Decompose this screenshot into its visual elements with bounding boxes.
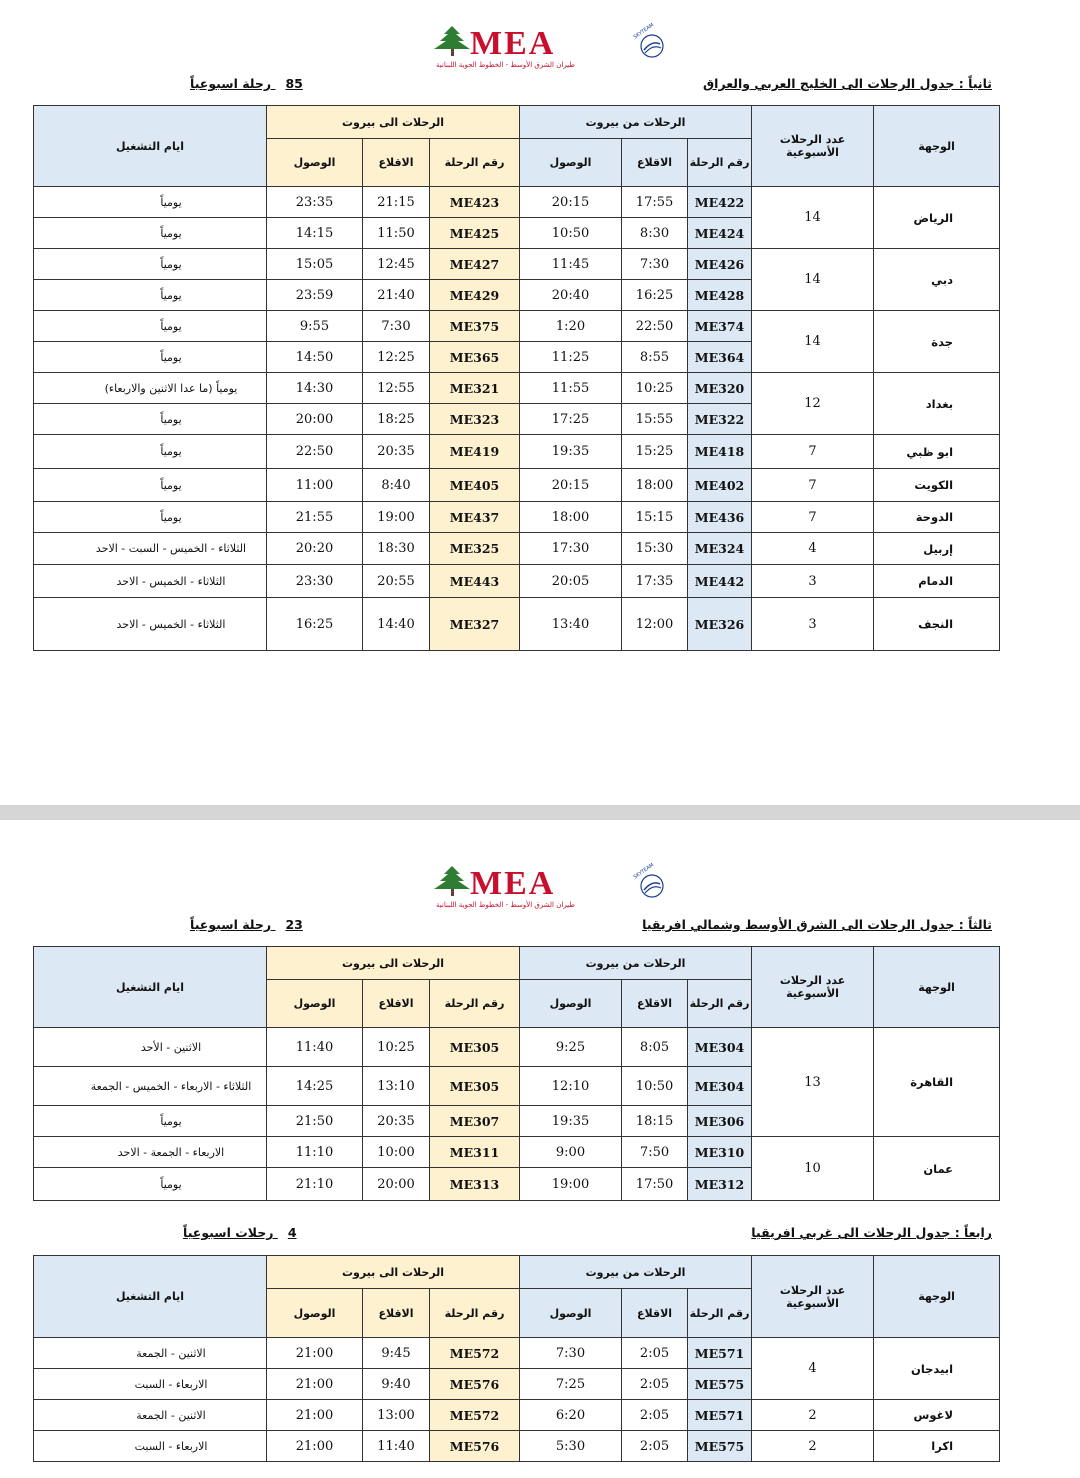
operating-days-text: يومياً	[160, 257, 182, 271]
in-departure: 9:40	[363, 1369, 430, 1400]
operating-days	[34, 1168, 267, 1201]
in-flight-no: ME305	[430, 1028, 520, 1067]
col-in-flight-no: رقم الرحلة	[430, 1289, 520, 1338]
in-arrival: 15:05	[267, 249, 363, 280]
col-out-departure: الاقلاع	[622, 1289, 688, 1338]
out-flight-no: ME571	[688, 1400, 752, 1431]
operating-days	[34, 342, 267, 373]
out-flight-no: ME312	[688, 1168, 752, 1201]
destination-cell: الدمام	[874, 565, 1000, 598]
section2-title: ثانياً : جدول الرحلات الى الخليج العربي والعراق	[702, 76, 992, 91]
cedar-icon	[434, 866, 470, 896]
in-arrival: 21:00	[267, 1338, 363, 1369]
in-departure: 9:45	[363, 1338, 430, 1369]
section3-total-count: 23	[285, 917, 303, 932]
in-departure: 18:25	[363, 404, 430, 435]
section2-total	[190, 76, 303, 91]
weekly-count-cell: 7	[752, 502, 874, 533]
weekly-count-cell: 14	[752, 249, 874, 311]
operating-days	[34, 187, 267, 218]
operating-days	[34, 404, 267, 435]
out-departure: 18:00	[622, 469, 688, 502]
out-flight-no: ME571	[688, 1338, 752, 1369]
out-flight-no: ME428	[688, 280, 752, 311]
out-arrival: 6:20	[520, 1400, 622, 1431]
out-flight-no: ME304	[688, 1067, 752, 1106]
operating-days-text: يومياً	[160, 445, 182, 458]
operating-days	[34, 1400, 267, 1431]
operating-days-text: الاربعاء - الجمعة - الاحد	[117, 1145, 225, 1159]
in-flight-no: ME323	[430, 404, 520, 435]
page-separator	[0, 805, 1080, 820]
out-flight-no: ME436	[688, 502, 752, 533]
col-out-flight-no: رقم الرحلة	[688, 139, 752, 187]
col-out-flight-no: رقم الرحلة	[688, 1289, 752, 1338]
in-arrival: 14:50	[267, 342, 363, 373]
in-flight-no: ME307	[430, 1106, 520, 1137]
out-flight-no: ME364	[688, 342, 752, 373]
in-flight-no: ME427	[430, 249, 520, 280]
in-departure: 18:30	[363, 533, 430, 565]
header-row	[34, 106, 1000, 139]
col-out-arrival: الوصول	[520, 139, 622, 187]
in-flight-no: ME576	[430, 1369, 520, 1400]
destination-cell: القاهرة	[874, 1028, 1000, 1137]
out-departure: 10:25	[622, 373, 688, 404]
table-row	[34, 1137, 1000, 1168]
in-departure: 19:00	[363, 502, 430, 533]
out-arrival: 20:15	[520, 469, 622, 502]
in-flight-no: ME423	[430, 187, 520, 218]
out-arrival: 9:00	[520, 1137, 622, 1168]
out-departure: 2:05	[622, 1369, 688, 1400]
out-departure: 17:35	[622, 565, 688, 598]
section2-total-label: رحلة اسبوعياً	[190, 76, 272, 91]
col-in-departure: الاقلاع	[363, 1289, 430, 1338]
in-arrival: 22:50	[267, 435, 363, 469]
col-group-to-beirut: الرحلات الى بيروت	[267, 947, 520, 980]
out-flight-no: ME424	[688, 218, 752, 249]
operating-days	[34, 280, 267, 311]
in-arrival: 21:10	[267, 1168, 363, 1201]
in-arrival: 14:15	[267, 218, 363, 249]
table-row	[34, 502, 1000, 533]
operating-days	[34, 218, 267, 249]
skyteam-icon	[633, 862, 663, 897]
in-flight-no: ME305	[430, 1067, 520, 1106]
out-departure: 8:55	[622, 342, 688, 373]
in-arrival: 14:25	[267, 1067, 363, 1106]
out-flight-no: ME374	[688, 311, 752, 342]
in-arrival: 21:00	[267, 1431, 363, 1462]
in-departure: 10:00	[363, 1137, 430, 1168]
logo-text: MEA	[470, 25, 556, 62]
destination-cell: ابو ظبي	[874, 435, 1000, 469]
col-group-from-beirut: الرحلات من بيروت	[520, 106, 752, 139]
mea-logo	[430, 862, 670, 912]
section3-table	[33, 946, 1000, 1201]
out-arrival: 11:25	[520, 342, 622, 373]
weekly-count-cell: 7	[752, 469, 874, 502]
operating-days-text: يومياً	[160, 1177, 182, 1191]
weekly-count-cell: 14	[752, 187, 874, 249]
operating-days-text: يومياً	[160, 1114, 182, 1128]
out-arrival: 18:00	[520, 502, 622, 533]
operating-days-text: الثلاثاء - الاربعاء - الخميس - الجمعة	[90, 1079, 252, 1093]
col-in-arrival: الوصول	[267, 980, 363, 1028]
out-arrival: 5:30	[520, 1431, 622, 1462]
in-departure: 12:25	[363, 342, 430, 373]
operating-days	[34, 311, 267, 342]
operating-days-text: يومياً	[160, 510, 182, 524]
out-flight-no: ME306	[688, 1106, 752, 1137]
col-destination: الوجهة	[874, 947, 1000, 1028]
operating-days	[34, 249, 267, 280]
destination-cell: الكويت	[874, 469, 1000, 502]
in-flight-no: ME405	[430, 469, 520, 502]
col-out-departure: الاقلاع	[622, 980, 688, 1028]
col-weekly-count: عدد الرحلات الأسبوعية	[752, 947, 874, 1028]
operating-days-text: يومياً	[160, 226, 182, 240]
table-row	[34, 435, 1000, 469]
table-row	[34, 533, 1000, 565]
operating-days-text: يومياً	[160, 478, 182, 492]
in-departure: 14:40	[363, 598, 430, 651]
weekly-count-cell: 10	[752, 1137, 874, 1201]
out-flight-no: ME326	[688, 598, 752, 651]
out-departure: 2:05	[622, 1431, 688, 1462]
out-arrival: 10:50	[520, 218, 622, 249]
out-departure: 15:15	[622, 502, 688, 533]
in-departure: 11:40	[363, 1431, 430, 1462]
out-arrival: 7:30	[520, 1338, 622, 1369]
destination-cell: بغداد	[874, 373, 1000, 435]
out-arrival: 12:10	[520, 1067, 622, 1106]
col-in-flight-no: رقم الرحلة	[430, 980, 520, 1028]
out-departure: 7:50	[622, 1137, 688, 1168]
in-flight-no: ME321	[430, 373, 520, 404]
table-row	[34, 1400, 1000, 1431]
in-arrival: 14:30	[267, 373, 363, 404]
out-departure: 12:00	[622, 598, 688, 651]
table-row	[34, 565, 1000, 598]
table-row	[34, 469, 1000, 502]
out-departure: 10:50	[622, 1067, 688, 1106]
operating-days-text: الثلاثاء - الخميس - الاحد	[116, 574, 226, 588]
in-flight-no: ME437	[430, 502, 520, 533]
operating-days	[34, 1431, 267, 1462]
col-group-to-beirut: الرحلات الى بيروت	[267, 1256, 520, 1289]
table-row	[34, 249, 1000, 280]
table-row	[34, 1431, 1000, 1462]
in-arrival: 21:55	[267, 502, 363, 533]
out-departure: 8:05	[622, 1028, 688, 1067]
in-flight-no: ME576	[430, 1431, 520, 1462]
svg-text:SKYTEAM: SKYTEAM	[632, 862, 656, 881]
section4-total-label: رحلات اسبوعياً	[183, 1225, 274, 1240]
in-arrival: 23:30	[267, 565, 363, 598]
destination-cell: إربيل	[874, 533, 1000, 565]
header-row	[34, 1256, 1000, 1289]
col-out-flight-no: رقم الرحلة	[688, 980, 752, 1028]
operating-days-text: الاربعاء - السبت	[134, 1377, 208, 1391]
out-arrival: 20:40	[520, 280, 622, 311]
destination-cell: ابيدجان	[874, 1338, 1000, 1400]
out-departure: 15:30	[622, 533, 688, 565]
out-departure: 17:50	[622, 1168, 688, 1201]
mea-logo	[430, 22, 670, 72]
in-departure: 12:55	[363, 373, 430, 404]
operating-days-text: الاثنين - الجمعة	[136, 1408, 206, 1422]
in-flight-no: ME365	[430, 342, 520, 373]
col-days: ايام التشغيل	[34, 947, 267, 1028]
out-arrival: 9:25	[520, 1028, 622, 1067]
operating-days	[34, 598, 267, 651]
destination-cell: عمان	[874, 1137, 1000, 1201]
weekly-count-cell: 3	[752, 565, 874, 598]
col-in-arrival: الوصول	[267, 1289, 363, 1338]
in-arrival: 21:00	[267, 1369, 363, 1400]
table-row	[34, 311, 1000, 342]
in-flight-no: ME572	[430, 1400, 520, 1431]
in-flight-no: ME572	[430, 1338, 520, 1369]
out-flight-no: ME310	[688, 1137, 752, 1168]
weekly-count-cell: 2	[752, 1431, 874, 1462]
out-flight-no: ME402	[688, 469, 752, 502]
document-page-2	[0, 820, 1080, 1478]
destination-cell: دبي	[874, 249, 1000, 311]
table-row	[34, 187, 1000, 218]
operating-days	[34, 1338, 267, 1369]
in-departure: 21:40	[363, 280, 430, 311]
in-flight-no: ME325	[430, 533, 520, 565]
out-arrival: 7:25	[520, 1369, 622, 1400]
in-arrival: 9:55	[267, 311, 363, 342]
operating-days	[34, 469, 267, 502]
out-flight-no: ME418	[688, 435, 752, 469]
destination-cell: لاغوس	[874, 1400, 1000, 1431]
table-row	[34, 1028, 1000, 1067]
out-departure: 18:15	[622, 1106, 688, 1137]
header-row	[34, 947, 1000, 980]
out-arrival: 19:35	[520, 435, 622, 469]
operating-days	[34, 533, 267, 565]
col-out-arrival: الوصول	[520, 980, 622, 1028]
operating-days	[34, 1028, 267, 1067]
operating-days-text: الثلاثاء - الخميس - السبت - الاحد	[95, 542, 247, 555]
operating-days-text: الثلاثاء - الخميس - الاحد	[116, 617, 226, 631]
section4-total	[183, 1225, 297, 1240]
operating-days	[34, 373, 267, 404]
in-arrival: 20:00	[267, 404, 363, 435]
in-arrival: 11:00	[267, 469, 363, 502]
logo-text: MEA	[470, 865, 556, 902]
in-flight-no: ME327	[430, 598, 520, 651]
operating-days	[34, 1369, 267, 1400]
section4-total-count: 4	[287, 1225, 297, 1240]
col-out-departure: الاقلاع	[622, 139, 688, 187]
in-departure: 11:50	[363, 218, 430, 249]
in-arrival: 21:50	[267, 1106, 363, 1137]
in-flight-no: ME425	[430, 218, 520, 249]
in-flight-no: ME429	[430, 280, 520, 311]
col-weekly-count: عدد الرحلات الأسبوعية	[752, 1256, 874, 1338]
out-arrival: 17:30	[520, 533, 622, 565]
col-days: ايام التشغيل	[34, 1256, 267, 1338]
col-group-from-beirut: الرحلات من بيروت	[520, 947, 752, 980]
in-arrival: 23:35	[267, 187, 363, 218]
out-flight-no: ME320	[688, 373, 752, 404]
section2-table	[33, 105, 1000, 651]
out-departure: 16:25	[622, 280, 688, 311]
destination-cell: الدوحة	[874, 502, 1000, 533]
in-departure: 20:35	[363, 1106, 430, 1137]
in-arrival: 23:59	[267, 280, 363, 311]
in-departure: 13:00	[363, 1400, 430, 1431]
table-row	[34, 373, 1000, 404]
out-departure: 2:05	[622, 1338, 688, 1369]
in-arrival: 16:25	[267, 598, 363, 651]
out-departure: 22:50	[622, 311, 688, 342]
out-arrival: 1:20	[520, 311, 622, 342]
out-flight-no: ME426	[688, 249, 752, 280]
in-flight-no: ME313	[430, 1168, 520, 1201]
col-destination: الوجهة	[874, 106, 1000, 187]
destination-cell: جدة	[874, 311, 1000, 373]
weekly-count-cell: 14	[752, 311, 874, 373]
in-departure: 8:40	[363, 469, 430, 502]
col-days: ايام التشغيل	[34, 106, 267, 187]
operating-days	[34, 1106, 267, 1137]
col-in-flight-no: رقم الرحلة	[430, 139, 520, 187]
col-in-arrival: الوصول	[267, 139, 363, 187]
operating-days-text: يومياً	[160, 288, 182, 302]
in-flight-no: ME443	[430, 565, 520, 598]
operating-days-text: الاثنين - الجمعة	[136, 1346, 206, 1360]
section3-title: ثالثاً : جدول الرحلات الى الشرق الأوسط وشمالي افريقيا	[642, 917, 992, 932]
svg-text:SKYTEAM: SKYTEAM	[632, 22, 656, 41]
operating-days	[34, 565, 267, 598]
out-flight-no: ME575	[688, 1431, 752, 1462]
operating-days	[34, 502, 267, 533]
out-arrival: 20:15	[520, 187, 622, 218]
weekly-count-cell: 2	[752, 1400, 874, 1431]
operating-days-text: يومياً	[160, 412, 182, 426]
section2-total-count: 85	[285, 76, 303, 91]
operating-days	[34, 1137, 267, 1168]
cedar-icon	[434, 26, 470, 56]
col-out-arrival: الوصول	[520, 1289, 622, 1338]
in-departure: 20:00	[363, 1168, 430, 1201]
out-arrival: 19:00	[520, 1168, 622, 1201]
out-arrival: 17:25	[520, 404, 622, 435]
in-flight-no: ME419	[430, 435, 520, 469]
out-flight-no: ME422	[688, 187, 752, 218]
in-arrival: 20:20	[267, 533, 363, 565]
weekly-count-cell: 4	[752, 1338, 874, 1400]
in-departure: 12:45	[363, 249, 430, 280]
operating-days-text: يومياً	[160, 350, 182, 364]
table-row	[34, 1338, 1000, 1369]
out-flight-no: ME575	[688, 1369, 752, 1400]
out-departure: 17:55	[622, 187, 688, 218]
table-row	[34, 598, 1000, 651]
weekly-count-cell: 12	[752, 373, 874, 435]
col-weekly-count: عدد الرحلات الأسبوعية	[752, 106, 874, 187]
destination-cell: اكرا	[874, 1431, 1000, 1462]
col-in-departure: الاقلاع	[363, 139, 430, 187]
weekly-count-cell: 13	[752, 1028, 874, 1137]
in-arrival: 11:10	[267, 1137, 363, 1168]
operating-days	[34, 1067, 267, 1106]
operating-days-text: يومياً	[160, 319, 182, 333]
destination-cell: الرياض	[874, 187, 1000, 249]
in-departure: 13:10	[363, 1067, 430, 1106]
section3-total	[190, 917, 303, 932]
out-departure: 15:25	[622, 435, 688, 469]
weekly-count-cell: 7	[752, 435, 874, 469]
out-flight-no: ME442	[688, 565, 752, 598]
in-arrival: 11:40	[267, 1028, 363, 1067]
out-arrival: 20:05	[520, 565, 622, 598]
operating-days-text: يومياً (ما عدا الاثنين والاربعاء)	[104, 381, 238, 395]
logo-subtext: طيران الشرق الأوسط - الخطوط الجوية اللبنانية	[436, 61, 575, 69]
out-arrival: 13:40	[520, 598, 622, 651]
operating-days	[34, 435, 267, 469]
section4-table	[33, 1255, 1000, 1462]
col-group-from-beirut: الرحلات من بيروت	[520, 1256, 752, 1289]
out-departure: 2:05	[622, 1400, 688, 1431]
in-flight-no: ME311	[430, 1137, 520, 1168]
operating-days-text: يومياً	[160, 195, 182, 209]
section3-total-label: رحلة اسبوعياً	[190, 917, 272, 932]
in-flight-no: ME375	[430, 311, 520, 342]
out-flight-no: ME322	[688, 404, 752, 435]
operating-days-text: الاربعاء - السبت	[134, 1439, 208, 1453]
destination-cell: النجف	[874, 598, 1000, 651]
out-departure: 15:55	[622, 404, 688, 435]
in-departure: 21:15	[363, 187, 430, 218]
weekly-count-cell: 4	[752, 533, 874, 565]
in-arrival: 21:00	[267, 1400, 363, 1431]
col-destination: الوجهة	[874, 1256, 1000, 1338]
in-departure: 10:25	[363, 1028, 430, 1067]
out-departure: 8:30	[622, 218, 688, 249]
out-arrival: 19:35	[520, 1106, 622, 1137]
in-departure: 20:35	[363, 435, 430, 469]
out-flight-no: ME304	[688, 1028, 752, 1067]
col-in-departure: الاقلاع	[363, 980, 430, 1028]
logo-subtext: طيران الشرق الأوسط - الخطوط الجوية اللبنانية	[436, 901, 575, 909]
section4-title: رابعاً : جدول الرحلات الى غربي افريقيا	[751, 1225, 992, 1240]
weekly-count-cell: 3	[752, 598, 874, 651]
skyteam-icon	[633, 22, 663, 57]
col-group-to-beirut: الرحلات الى بيروت	[267, 106, 520, 139]
operating-days-text: الاثنين - الأحد	[140, 1040, 202, 1054]
out-arrival: 11:55	[520, 373, 622, 404]
out-flight-no: ME324	[688, 533, 752, 565]
out-arrival: 11:45	[520, 249, 622, 280]
in-departure: 7:30	[363, 311, 430, 342]
out-departure: 7:30	[622, 249, 688, 280]
in-departure: 20:55	[363, 565, 430, 598]
